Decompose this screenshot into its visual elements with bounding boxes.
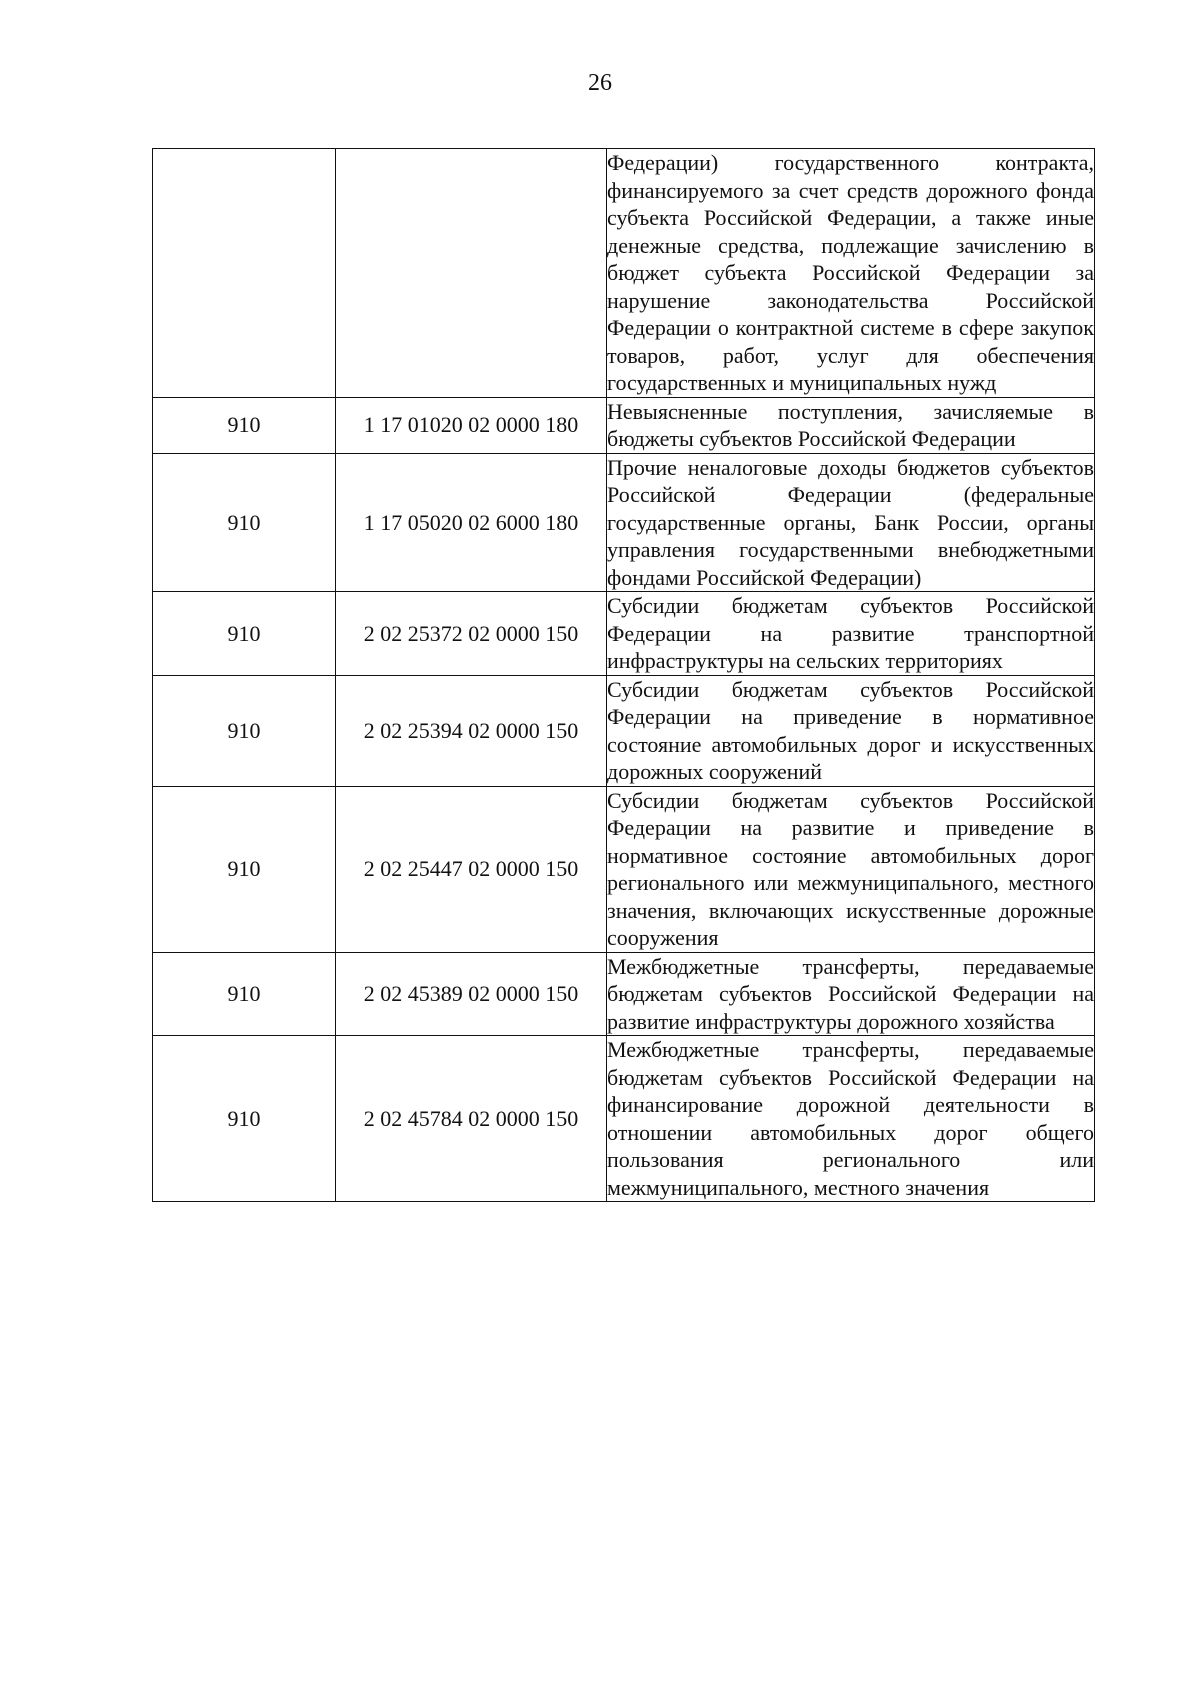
table-row	[153, 453, 1095, 592]
budget-code-cell: 1 17 01020 02 0000 180	[336, 397, 607, 453]
page-number: 26	[588, 70, 612, 96]
table-row	[153, 675, 1095, 786]
admin-code-cell: 910	[153, 592, 336, 676]
description-cell	[607, 675, 1095, 786]
description-text: Субсидии бюджетам субъектов Российской Федерации на развитие транспортной инфраструктуры на сельских территориях	[607, 593, 1094, 673]
table-row	[153, 397, 1095, 453]
admin-code-cell: 910	[153, 675, 336, 786]
description-text: Федерации) государственного контракта, финансируемого за счет средств дорожного фонда субъекта Российской Федерации, а также иные денежные средства, подлежащие зачислению в бюджет субъекта Российской Федерации за нарушение законодательства Российской Федерации о контрактной системе в сфере закупок товаров, работ, услуг для обеспечения государственных и муниципальных нужд	[607, 150, 1094, 395]
budget-code-cell: 2 02 25372 02 0000 150	[336, 592, 607, 676]
table-row	[153, 592, 1095, 676]
description-text: Межбюджетные трансферты, передаваемые бюджетам субъектов Российской Федерации на финансирование дорожной деятельности в отношении автомобильных дорог общего пользования регионального или межмуниципального, местного значения	[607, 1037, 1094, 1200]
admin-code-cell: 910	[153, 786, 336, 952]
description-text: Субсидии бюджетам субъектов Российской Федерации на приведение в нормативное состояние автомобильных дорог и искусственных дорожных сооружений	[607, 676, 1094, 784]
admin-code-cell: 910	[153, 397, 336, 453]
admin-code-cell: 910	[153, 453, 336, 592]
budget-code-cell: 1 17 05020 02 6000 180	[336, 453, 607, 592]
budget-code-cell: 2 02 25394 02 0000 150	[336, 675, 607, 786]
admin-code-cell: 910	[153, 1036, 336, 1202]
budget-code-cell	[336, 149, 607, 398]
budget-classification-table	[152, 148, 1095, 1202]
admin-code-cell: 910	[153, 952, 336, 1036]
table-row	[153, 149, 1095, 398]
description-cell	[607, 592, 1095, 676]
description-cell	[607, 397, 1095, 453]
budget-code-cell: 2 02 45389 02 0000 150	[336, 952, 607, 1036]
table-row	[153, 952, 1095, 1036]
description-text: Прочие неналоговые доходы бюджетов субъектов Российской Федерации (федеральные государственные органы, Банк России, органы управления государственными внебюджетными фондами Российской Федерации)	[607, 454, 1094, 590]
budget-code-cell: 2 02 45784 02 0000 150	[336, 1036, 607, 1202]
description-cell	[607, 1036, 1095, 1202]
description-cell	[607, 786, 1095, 952]
description-text: Межбюджетные трансферты, передаваемые бюджетам субъектов Российской Федерации на развитие инфраструктуры дорожного хозяйства	[607, 953, 1094, 1034]
description-cell	[607, 149, 1095, 398]
description-cell	[607, 952, 1095, 1036]
budget-code-cell: 2 02 25447 02 0000 150	[336, 786, 607, 952]
description-cell	[607, 453, 1095, 592]
description-text: Невыясненные поступления, зачисляемые в бюджеты субъектов Российской Федерации	[607, 398, 1094, 451]
table-row	[153, 1036, 1095, 1202]
description-text: Субсидии бюджетам субъектов Российской Федерации на развитие и приведение в нормативное состояние автомобильных дорог регионального или межмуниципального, местного значения, включающих искусственные дорожные сооружения	[607, 787, 1094, 950]
admin-code-cell	[153, 149, 336, 398]
table-row	[153, 786, 1095, 952]
